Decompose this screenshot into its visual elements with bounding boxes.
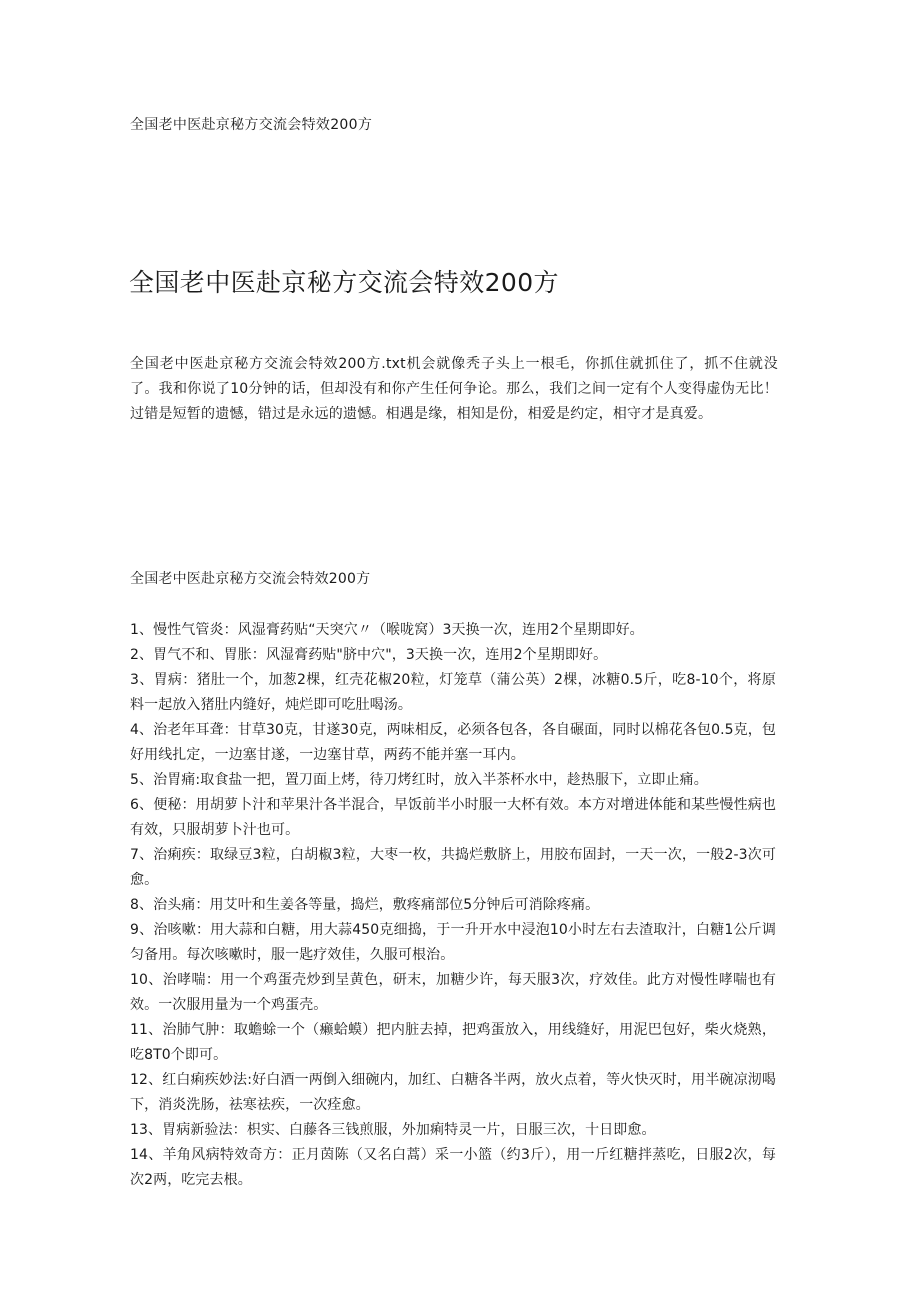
running-header: 全国老中医赴京秘方交流会特效200方 <box>130 117 373 133</box>
remedy-item: 13、胃病新验法：枳实、白藤各三钱煎服，外加痢特灵一片，日服三次，十日即愈。 <box>130 1122 656 1138</box>
remedy-item: 6、便秘：用胡萝卜汁和苹果汁各半混合，早饭前半小时服一大杯有效。本方对增进体能和某些慢性病也有效，只服胡萝卜汁也可。 <box>130 797 776 838</box>
remedy-item: 8、治头痛：用艾叶和生姜各等量，捣烂，敷疼痛部位5分钟后可消除疼痛。 <box>130 897 600 913</box>
remedy-list <box>130 618 776 1193</box>
section-subheader: 全国老中医赴京秘方交流会特效200方 <box>130 571 371 587</box>
remedy-item: 14、羊角风病特效奇方：正月茵陈（又名白蒿）采一小篮（约3斤），用一斤红糖拌蒸吃，日服2次，每次2两，吃完去根。 <box>130 1147 776 1188</box>
remedy-item: 1、慢性气管炎：风湿膏药贴“天突穴〃（喉咙窝）3天换一次，连用2个星期即好。 <box>130 622 644 638</box>
remedy-item: 4、治老年耳聋：甘草30克，甘遂30克，两味相反，必须各包各，各自碾面，同时以棉花各包0.5克，包好用线扎定，一边塞甘遂，一边塞甘草，两药不能并塞一耳内。 <box>130 722 776 763</box>
intro-paragraph: 全国老中医赴京秘方交流会特效200方.txt机会就像秃子头上一根毛，你抓住就抓住了，抓不住就没了。我和你说了10分钟的话，但却没有和你产生任何争论。那么，我们之间一定有个人变得虚伪无比！过错是短暂的遗憾，错过是永远的遗憾。相遇是缘，相知是份，相爱是约定，相守才是真爱。 <box>130 356 778 422</box>
remedy-item: 2、胃气不和、胃胀：风湿膏药贴"脐中穴"，3天换一次，连用2个星期即好。 <box>130 647 608 663</box>
remedy-item: 11、治肺气肿：取蟾蜍一个（癞蛤蟆）把内脏去掉，把鸡蛋放入，用线缝好，用泥巴包好，柴火烧熟，吃8T0个即可。 <box>130 1022 776 1063</box>
document-title: 全国老中医赴京秘方交流会特效200方 <box>129 268 559 297</box>
remedy-item: 7、治痢疾：取绿豆3粒，白胡椒3粒，大枣一枚，共捣烂敷脐上，用胶布固封，一天一次，一般2-3次可愈。 <box>130 847 776 888</box>
remedy-item: 12、红白痢疾妙法:好白酒一两倒入细碗内，加红、白糖各半两，放火点着，等火快灭时，用半碗凉沏喝下，消炎洗肠，祛寒祛疾，一次痊愈。 <box>130 1072 776 1113</box>
remedy-item: 5、治胃痛:取食盐一把，置刀面上烤，待刀烤红时，放入半茶杯水中，趁热服下，立即止痛。 <box>130 772 708 788</box>
remedy-item: 9、治咳嗽：用大蒜和白糖，用大蒜450克细捣，于一升开水中浸泡10小时左右去渣取汁，白糖1公斤调匀备用。每次咳嗽时，服一匙疗效佳，久服可根治。 <box>130 922 776 963</box>
remedy-item: 10、治哮喘：用一个鸡蛋壳炒到呈黄色，研末，加糖少许，每天服3次，疗效佳。此方对慢性哮喘也有效。一次服用量为一个鸡蛋壳。 <box>130 972 776 1013</box>
remedy-item: 3、胃病：猪肚一个，加葱2棵，红壳花椒20粒，灯笼草（蒲公英）2棵，冰糖0.5斤，吃8-10个，将原料一起放入猪肚内缝好，炖烂即可吃肚喝汤。 <box>130 672 776 713</box>
